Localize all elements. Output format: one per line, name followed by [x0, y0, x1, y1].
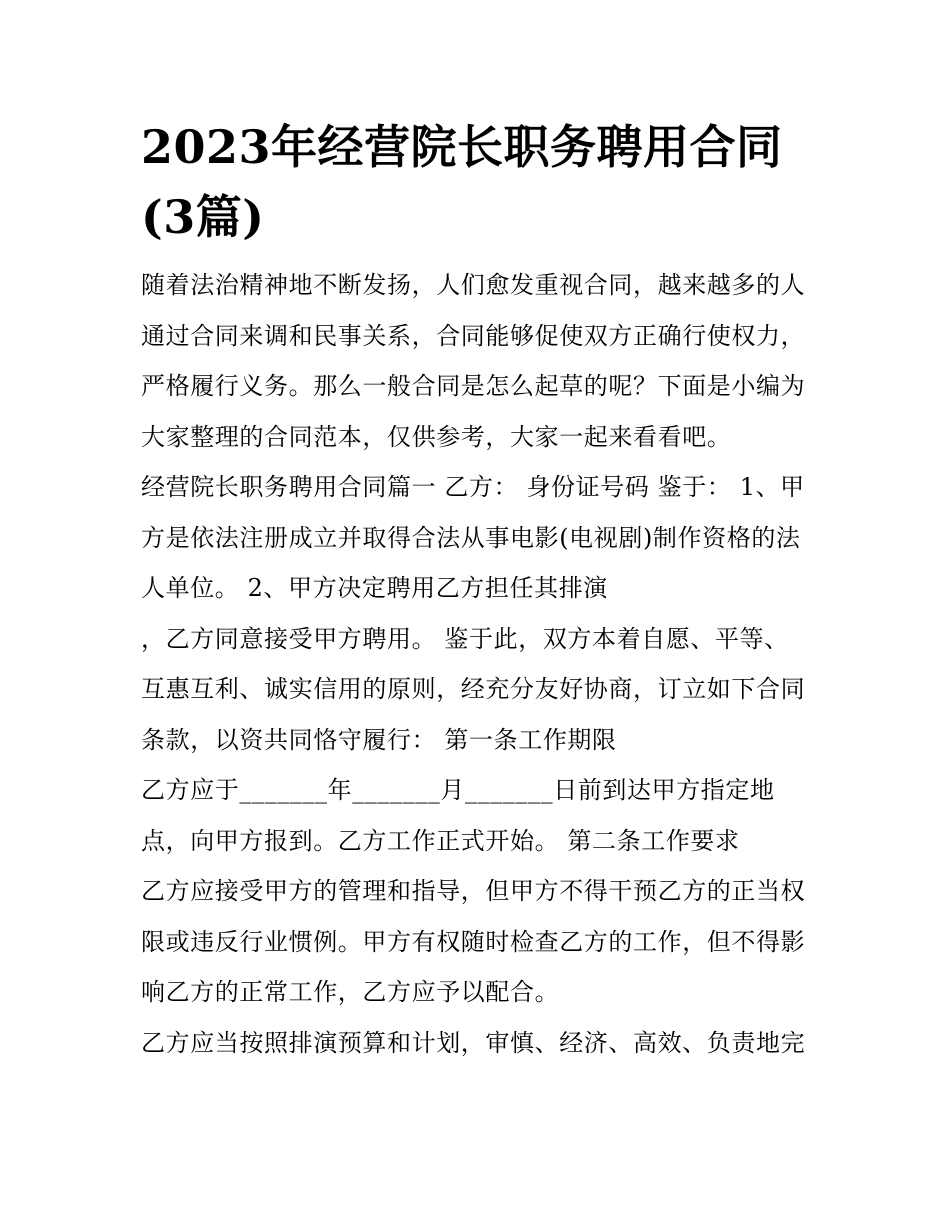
body-line: 人单位。 2、甲方决定聘用乙方担任其排演	[141, 574, 608, 602]
body-line: 响乙方的正常工作，乙方应予以配合。	[141, 978, 560, 1006]
body-line: 互惠互利、诚实信用的原则，经充分友好协商，订立如下合同	[141, 675, 806, 703]
body-line: 严格履行义务。那么一般合同是怎么起草的呢？下面是小编为	[141, 372, 806, 400]
body-line: 乙方应接受甲方的管理和指导，但甲方不得干预乙方的正当权	[141, 877, 806, 905]
title-line: (3篇)	[141, 190, 265, 244]
body-line: 乙方应于_______年_______月_______日前到达甲方指定地	[141, 776, 775, 804]
body-line: 方是依法注册成立并取得合法从事电影(电视剧)制作资格的法	[141, 523, 801, 552]
body-line: 随着法治精神地不断发扬，人们愈发重视合同，越来越多的人	[141, 271, 806, 299]
body-line: 限或违反行业惯例。甲方有权随时检查乙方的工作，但不得影	[141, 927, 806, 956]
body-line: 乙方应当按照排演预算和计划，审慎、经济、高效、负责地完	[141, 1028, 806, 1057]
document-body	[141, 260, 813, 1068]
body-line: 经营院长职务聘用合同篇一 乙方： 身份证号码 鉴于： 1、甲	[141, 473, 805, 501]
body-line: 通过合同来调和民事关系，合同能够促使双方正确行使权力，	[141, 321, 806, 350]
title-line: 2023年经营院长职务聘用合同	[141, 120, 783, 174]
body-line: 条款，以资共同恪守履行： 第一条工作期限	[141, 725, 617, 754]
body-line: 点，向甲方报到。乙方工作正式开始。 第二条工作要求	[141, 826, 740, 855]
document-page	[141, 112, 813, 1068]
document-title	[141, 112, 813, 252]
body-line: ，乙方同意接受甲方聘用。 鉴于此，双方本着自愿、平等、	[141, 624, 789, 653]
body-line: 大家整理的合同范本，仅供参考，大家一起来看看吧。	[141, 422, 732, 451]
